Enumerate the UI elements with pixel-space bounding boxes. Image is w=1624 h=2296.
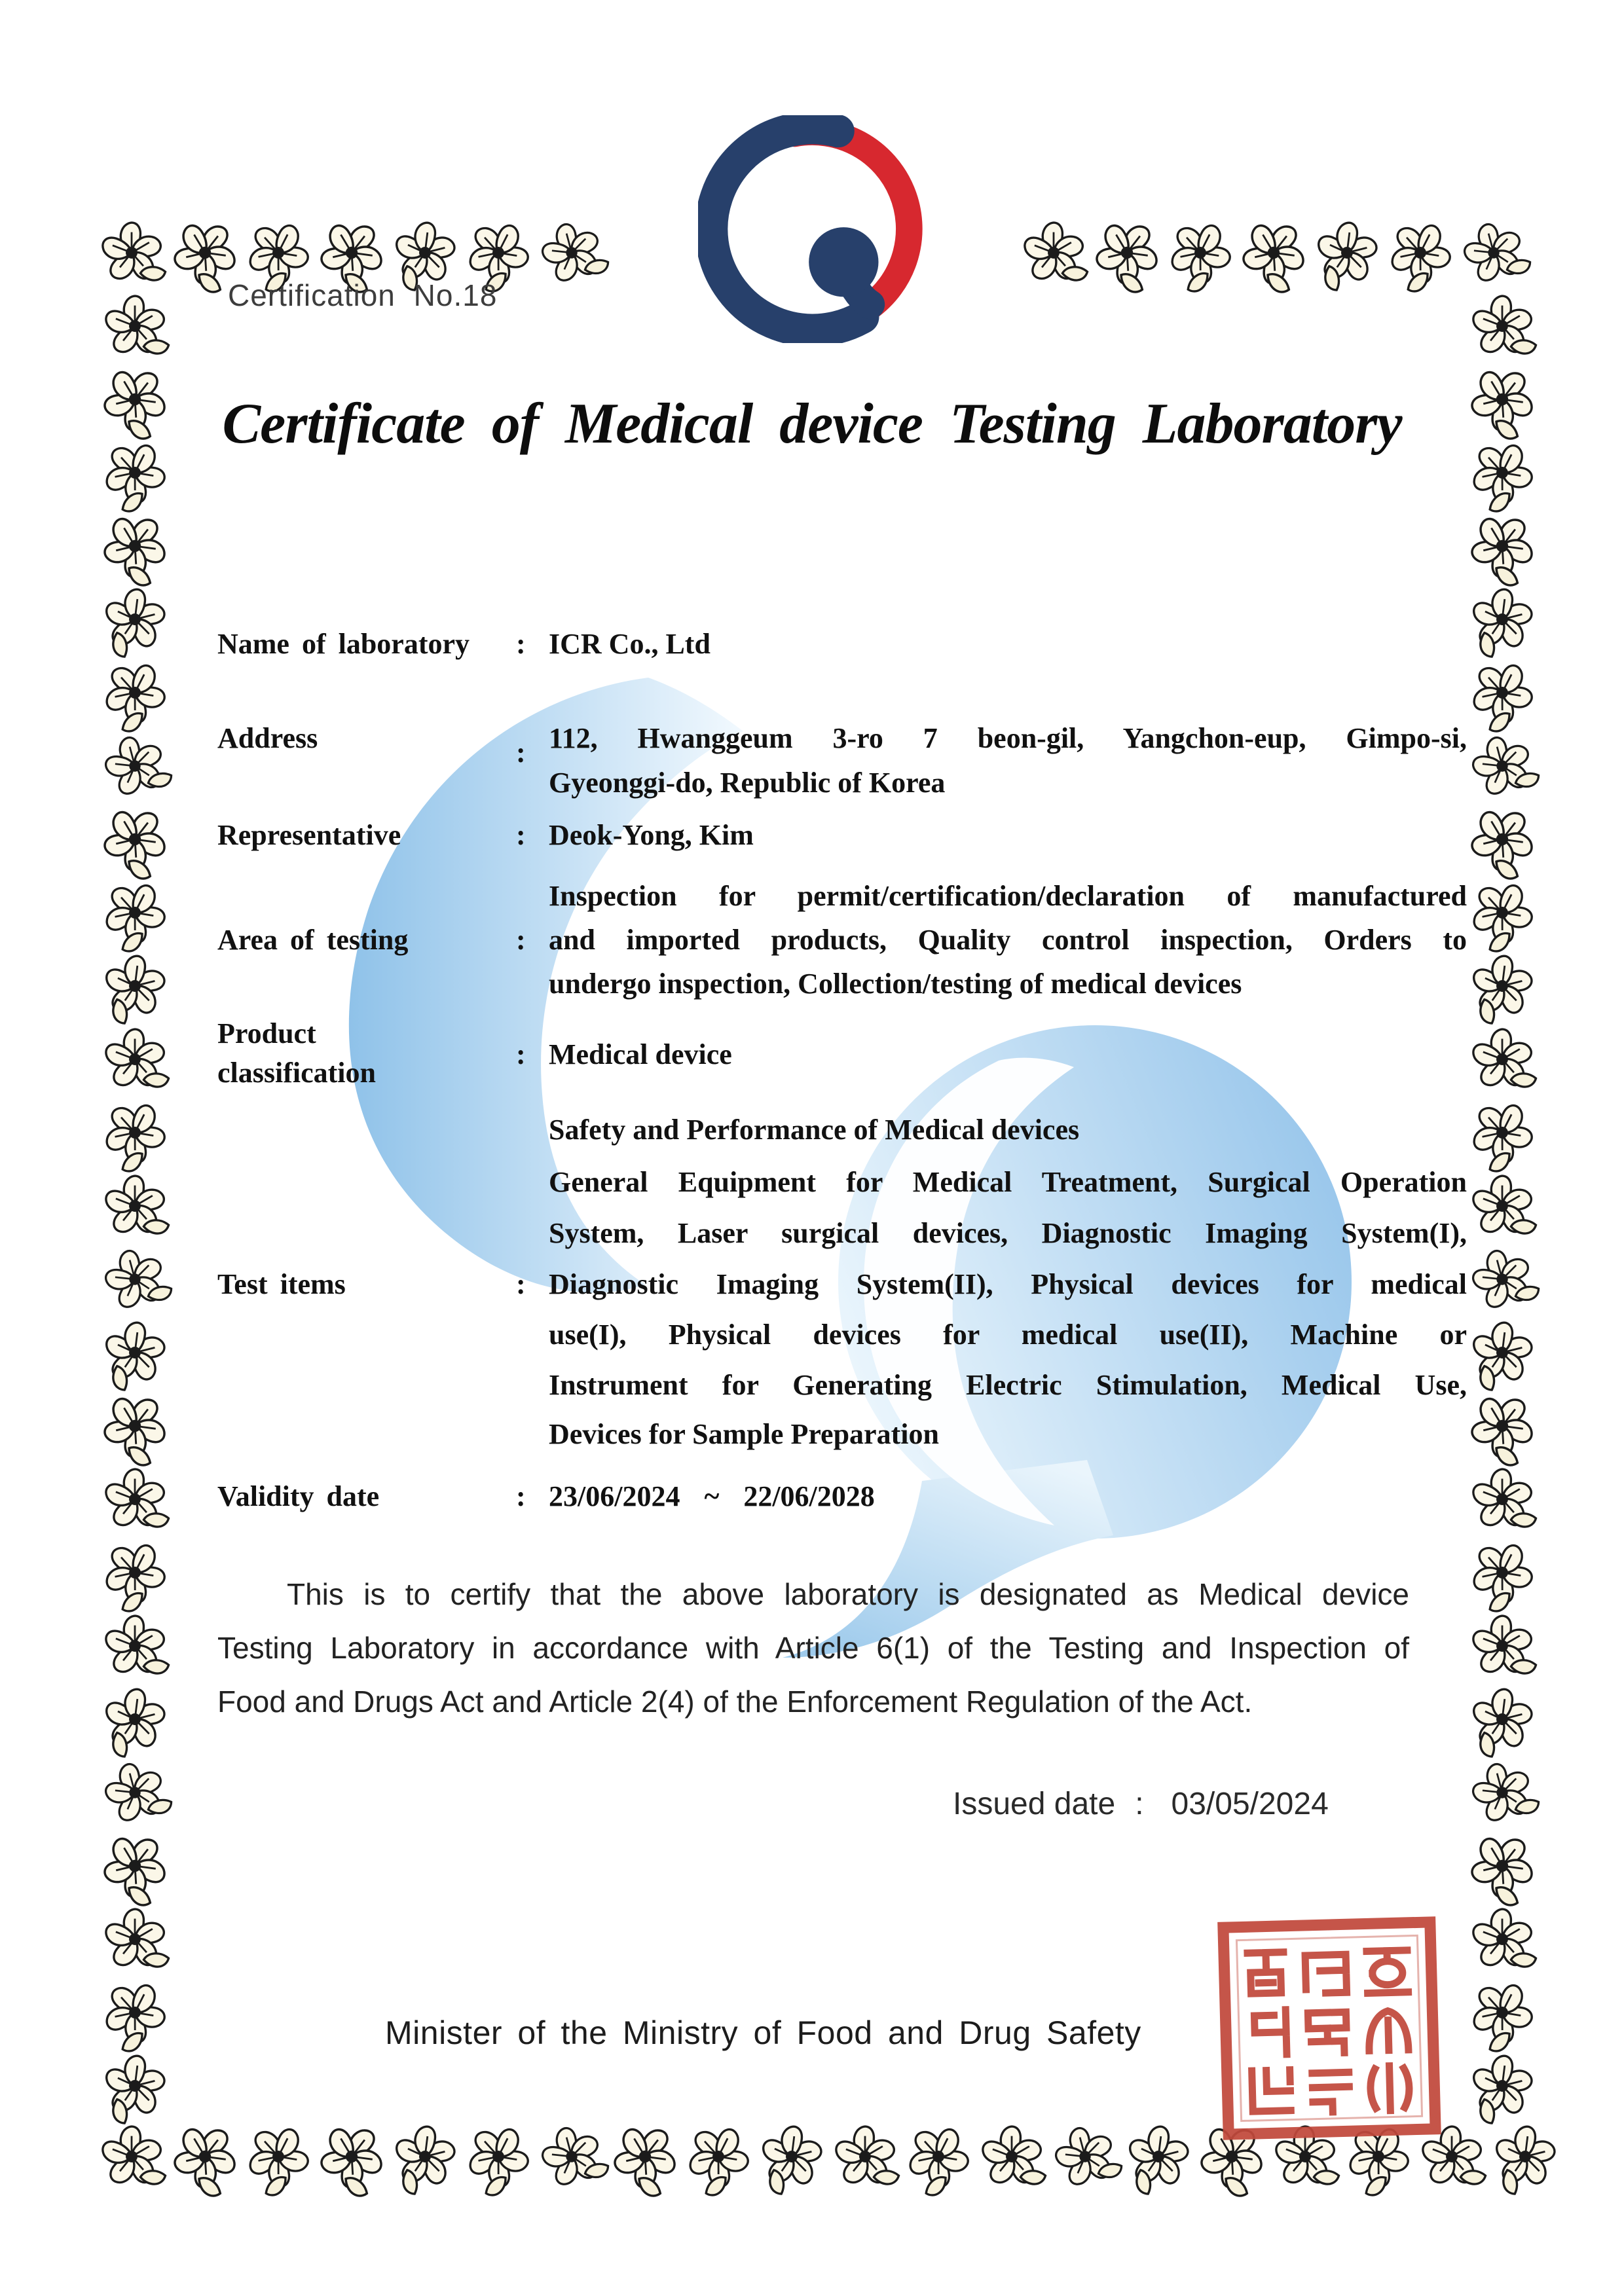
issued-date-label: Issued date [953, 1787, 1116, 1821]
statement-line1: This is to certify that the above laboratory is designated as Medical device [287, 1577, 1409, 1611]
field-value-area-line3: undergo inspection, Collection/testing of medical devices [549, 968, 1242, 1000]
field-label-name: Name of laboratory [217, 628, 470, 660]
floral-border-left [98, 289, 172, 2123]
floral-border-top-right [1017, 216, 1530, 289]
field-colon: : [516, 1038, 526, 1070]
certification-number: Certification No.18 [228, 278, 498, 312]
mugunghwa-flower-icon [528, 209, 615, 296]
field-colon: : [516, 1268, 526, 1300]
field-colon: : [516, 924, 526, 956]
field-value-name: ICR Co., Ltd [549, 628, 710, 660]
mugunghwa-flower-icon [90, 1675, 179, 1764]
floral-border-right [1466, 289, 1539, 2123]
test-items-heading: Safety and Performance of Medical devices [549, 1114, 1080, 1146]
mugunghwa-flower-icon [90, 941, 179, 1030]
mugunghwa-flower-icon [91, 1235, 178, 1322]
mugunghwa-flower-icon [1481, 2112, 1570, 2201]
field-label-validity: Validity date [217, 1480, 380, 1512]
field-value-area-line1: Inspection for permit/certification/declaration of manufactured [549, 880, 1467, 912]
field-label-address: Address [217, 722, 318, 754]
test-items-line1: General Equipment for Medical Treatment, Surgical Operation [549, 1166, 1467, 1198]
field-label-area: Area of testing [217, 924, 409, 956]
field-value-address-line1: 112, Hwanggeum 3-ro 7 beon-gil, Yangchon-eup, Gimpo-si, [549, 722, 1467, 754]
mugunghwa-flower-icon [1458, 1235, 1545, 1322]
statement-line3: Food and Drugs Act and Article 2(4) of the Enforcement Regulation of the Act. [217, 1685, 1253, 1719]
mugunghwa-flower-icon [1450, 209, 1537, 296]
field-value-validity: 23/06/2024 ~ 22/06/2028 [549, 1480, 875, 1512]
government-taegeuk-logo-icon [698, 115, 926, 343]
field-colon: : [516, 628, 526, 660]
mugunghwa-flower-icon [90, 2041, 179, 2130]
certificate-title: Certificate of Medical device Testing Laboratory [222, 392, 1402, 456]
mugunghwa-flower-icon [1458, 1675, 1547, 1764]
issued-date-colon: : [1135, 1787, 1144, 1821]
test-items-line2: System, Laser surgical devices, Diagnostic Imaging System(I), [549, 1217, 1467, 1249]
test-items-line6: Devices for Sample Preparation [549, 1418, 939, 1450]
mugunghwa-flower-icon [1041, 2113, 1128, 2200]
statement-line2: Testing Laboratory in accordance with Article 6(1) of the Testing and Inspection of [217, 1631, 1409, 1665]
field-value-representative: Deok-Yong, Kim [549, 819, 754, 851]
field-label-product-line2: classification [217, 1057, 376, 1089]
field-colon: : [516, 819, 526, 851]
field-label-test-items: Test items [217, 1268, 346, 1300]
field-label-representative: Representative [217, 819, 401, 851]
official-seal-stamp-icon [1217, 1916, 1443, 2141]
field-colon: : [516, 737, 526, 769]
test-items-line3: Diagnostic Imaging System(II), Physical devices for medical [549, 1268, 1467, 1300]
field-value-address-line2: Gyeonggi-do, Republic of Korea [549, 767, 946, 799]
issued-date-value: 03/05/2024 [1171, 1787, 1329, 1821]
field-value-area-line2: and imported products, Quality control inspection, Orders to [549, 924, 1467, 956]
issued-date-row [953, 1786, 1329, 1823]
mugunghwa-flower-icon [747, 2112, 836, 2201]
minister-signature-title: Minister of the Ministry of Food and Drug Safety [385, 2014, 1141, 2051]
test-items-line5: Instrument for Generating Electric Stimulation, Medical Use, [549, 1369, 1467, 1401]
field-colon: : [516, 1480, 526, 1512]
mugunghwa-flower-icon [1458, 941, 1547, 1030]
field-value-product: Medical device [549, 1038, 732, 1070]
test-items-line4: use(I), Physical devices for medical use(II), Machine or [549, 1319, 1467, 1351]
field-label-product-line1: Product [217, 1017, 316, 1049]
